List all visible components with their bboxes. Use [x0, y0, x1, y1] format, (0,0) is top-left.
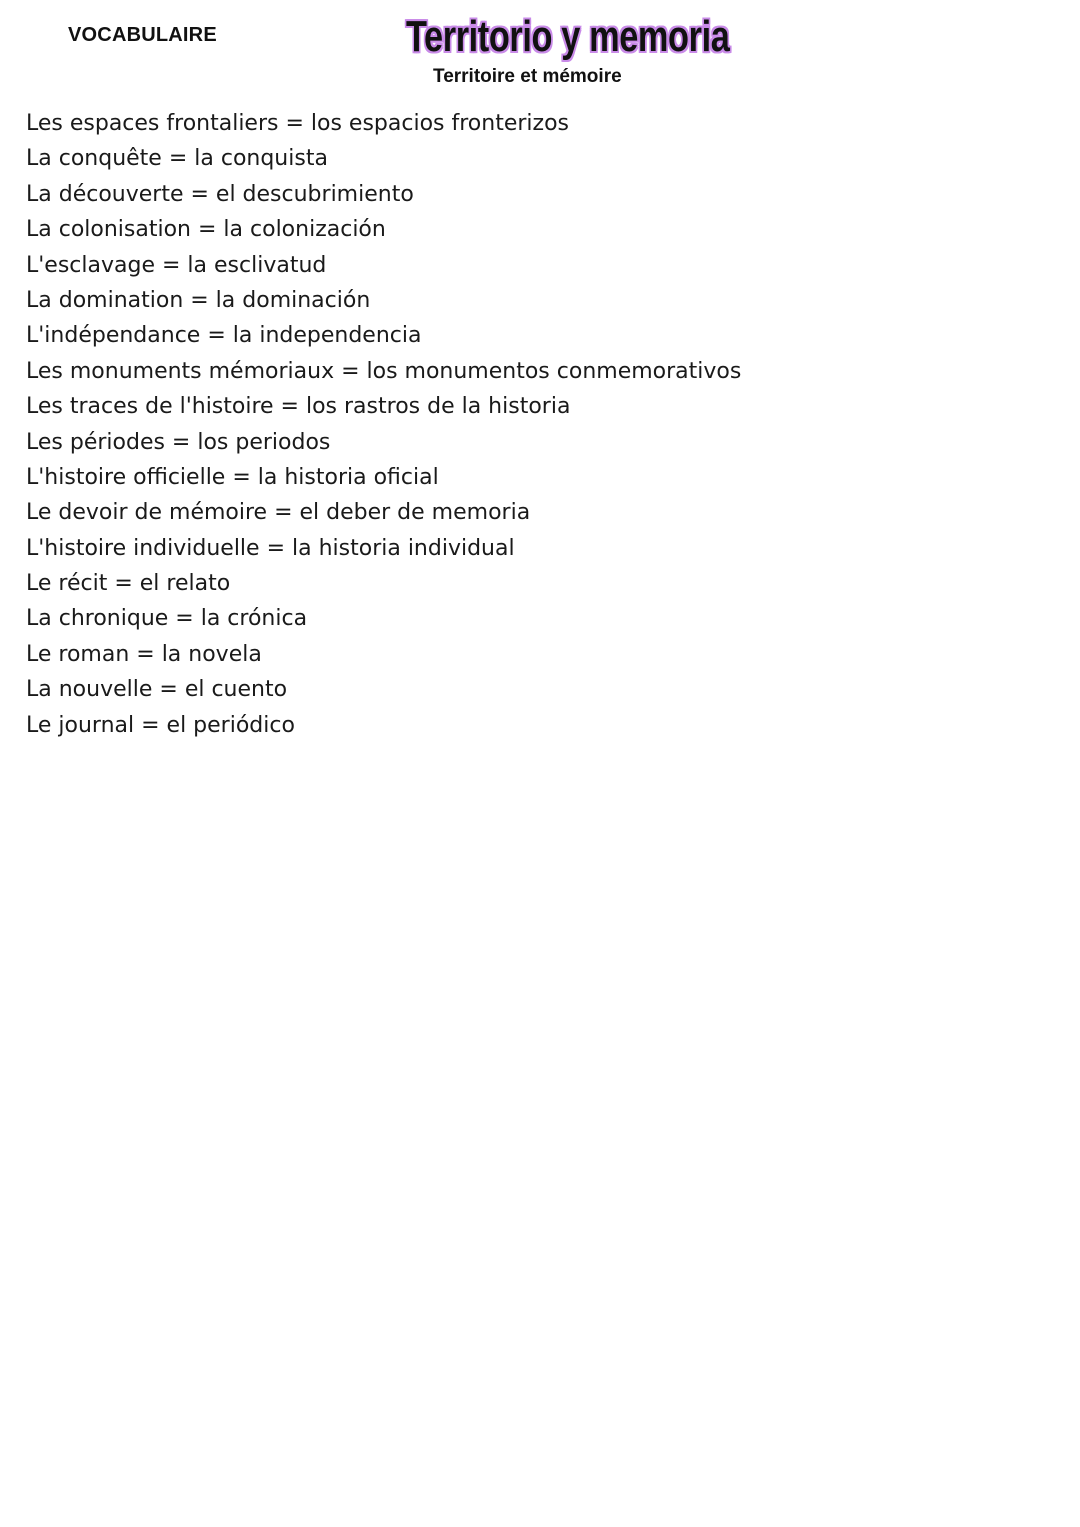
vocabulary-item: Le devoir de mémoire = el deber de memoria	[26, 500, 531, 526]
vocabulary-list	[26, 106, 741, 743]
vocabulary-item: L'indépendance = la independencia	[26, 323, 422, 349]
vocabulary-item: Les monuments mémoriaux = los monumentos conmemorativos	[26, 358, 742, 384]
vocabulary-item: La découverte = el descubrimiento	[26, 181, 414, 207]
vocabulary-item: La colonisation = la colonización	[26, 217, 386, 243]
vocabulary-item: Les espaces frontaliers = los espacios fronterizos	[26, 111, 569, 136]
vocabulary-item: Les traces de l'histoire = los rastros de la historia	[26, 394, 571, 420]
page-subtitle: Territoire et mémoire	[433, 66, 622, 87]
vocabulary-item: Le roman = la novela	[26, 641, 262, 667]
vocabulary-item: La chronique = la crónica	[26, 606, 308, 632]
vocabulary-item: La nouvelle = el cuento	[26, 677, 288, 703]
vocabulary-item: Les périodes = los periodos	[26, 429, 331, 455]
vocabulary-item: L'histoire officielle = la historia oficial	[26, 464, 439, 490]
vocabulary-item: Le récit = el relato	[26, 571, 231, 597]
vocabulary-item: L'esclavage = la esclivatud	[26, 252, 327, 278]
vocabulary-item: Le journal = el periódico	[26, 712, 295, 738]
vocabulary-item: La domination = la dominación	[26, 287, 371, 313]
vocabulary-item: L'histoire individuelle = la historia individual	[26, 535, 515, 561]
section-label: VOCABULAIRE	[68, 24, 217, 46]
vocabulary-item: La conquête = la conquista	[26, 146, 328, 172]
page-title: Territorio y memoria	[406, 12, 730, 61]
